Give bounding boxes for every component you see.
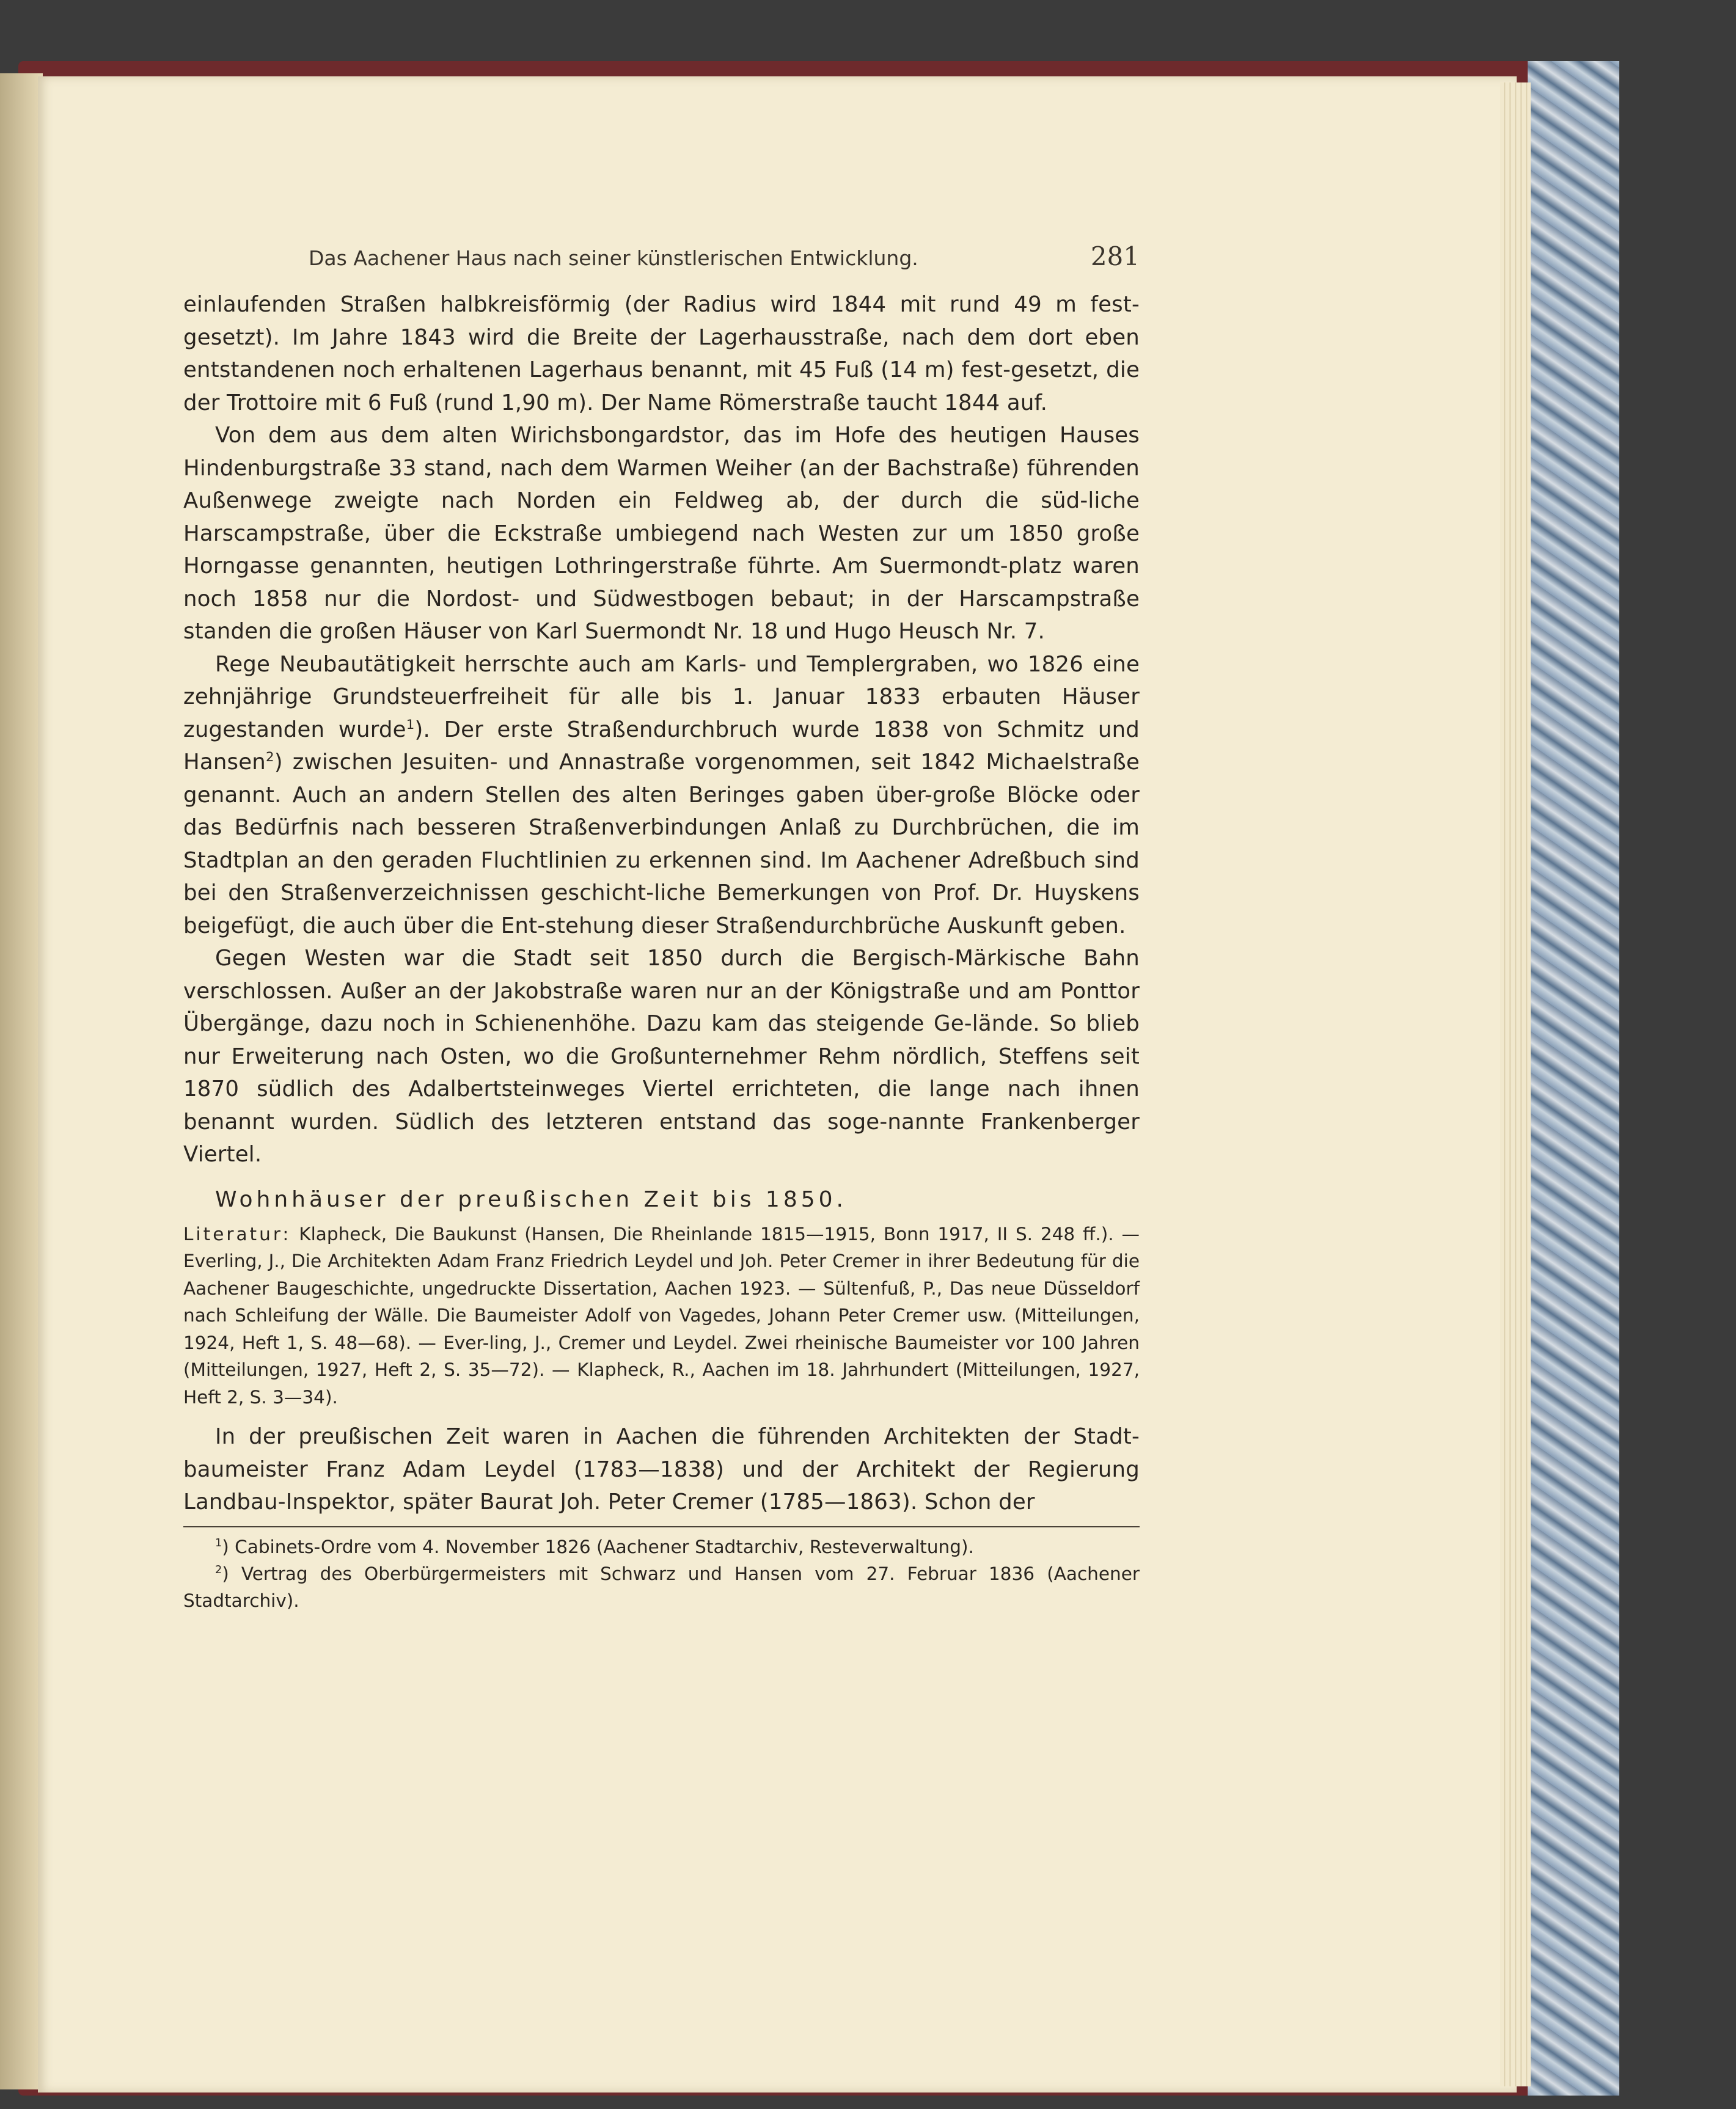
literature-block bbox=[183, 1221, 1140, 1411]
footnote-divider bbox=[183, 1526, 1140, 1527]
footnote-ref-1: 1 bbox=[406, 717, 415, 733]
running-head bbox=[183, 241, 1140, 271]
footnote-2-text: ) Vertrag des Oberbürgermeisters mit Schwarz und Hansen vom 27. Februar 1836 (Aachener Stadtarchiv). bbox=[183, 1563, 1140, 1611]
paragraph-2: Von dem aus dem alten Wirichsbongardstor, das im Hofe des heutigen Hauses Hindenburgstraße 33 stand, nach dem Warmen Weiher (an der Bachstraße) führenden Außenwege zweigte nach Norden ein Feldweg ab, der durch die süd-liche Harscampstraße, über die Eckstraße umbiegend nach Westen zur um 1850 große Horngasse genannten, heutigen Lothringerstraße führte. Am Suermondt-platz waren noch 1858 nur die Nordost- und Südwestbogen bebaut; in der Harscampstraße standen die großen Häuser von Karl Suermondt Nr. 18 und Hugo Heusch Nr. 7. bbox=[183, 423, 1140, 644]
section-heading: Wohnhäuser der preußischen Zeit bis 1850. bbox=[215, 1186, 847, 1212]
page-number: 281 bbox=[1090, 241, 1140, 271]
paragraph-3-part-b: ). Der erste Straßendurchbruch wurde 1838 von Schmitz und Hansen bbox=[183, 717, 1140, 775]
paragraph-4: Gegen Westen war die Stadt seit 1850 durch die Bergisch-Märkische Bahn verschlossen. Außer an der Jakobstraße waren nur an der Königstraße und am Ponttor Übergänge, dazu noch in Schienenhöhe. Dazu kam das steigende Ge-lände. So blieb nur Erweiterung nach Osten, wo die Großunternehmer Rehm nördlich, Steffens seit 1870 südlich des Adalbertsteinweges Viertel errichteten, die lange nach ihnen benannt wurden. Südlich des letzteren entstand das soge-nannte Frankenberger Viertel. bbox=[183, 946, 1140, 1167]
left-page-edge bbox=[0, 73, 43, 2089]
footnote-2-marker: 2 bbox=[215, 1563, 222, 1576]
footnote-2 bbox=[183, 1560, 1140, 1614]
footnote-1-text: ) Cabinets-Ordre vom 4. November 1826 (Aachener Stadtarchiv, Resteverwaltung). bbox=[222, 1536, 974, 1557]
paragraph-1: einlaufenden Straßen halbkreisförmig (der Radius wird 1844 mit rund 49 m fest-gesetzt). Im Jahre 1843 wird die Breite der Lagerhausstraße, nach dem dort eben entstandenen noch erhaltenen Lagerhaus benannt, mit 45 Fuß (14 m) fest-gesetzt, die der Trottoire mit 6 Fuß (rund 1,90 m). Der Name Römerstraße taucht 1844 auf. bbox=[183, 292, 1140, 415]
footnote-ref-2: 2 bbox=[265, 750, 274, 766]
paragraph-3-part-c: ) zwischen Jesuiten- und Annastraße vorgenommen, seit 1842 Michaelstraße genannt. Auch an andern Stellen des alten Beringes gaben über-große Blöcke oder das Bedürfnis nach besseren Straßenverbindungen Anlaß zu Durchbrüchen, die im Stadtplan an den geraden Fluchtlinien zu erkennen sind. Im Aachener Adreßbuch sind bei den Straßenverzeichnissen geschicht-liche Bemerkungen von Prof. Dr. Huyskens beigefügt, die auch über die Ent-stehung dieser Straßendurchbrüche Auskunft geben. bbox=[183, 750, 1140, 938]
literature-text: Klapheck, Die Baukunst (Hansen, Die Rheinlande 1815—1915, Bonn 1917, II S. 248 ff.). — Everling, J., Die Architekten Adam Franz Friedrich Leydel und Joh. Peter Cremer in ihrer Bedeutung für die Aachener Baugeschichte, ungedruckte Dissertation, Aachen 1923. — Sültenfuß, P., Das neue Düsseldorf nach Schleifung der Wälle. Die Baumeister Adolf von Vagedes, Johann Peter Cremer usw. (Mitteilungen, 1924, Heft 1, S. 48—68). — Ever-ling, J., Cremer und Leydel. Zwei rheinische Baumeister vor 100 Jahren (Mitteilungen, 1927, Heft 2, S. 35—72). — Klapheck, R., Aachen im 18. Jahrhundert (Mitteilungen, 1927, Heft 2, S. 3—34). bbox=[183, 1223, 1140, 1408]
literature-label: Literatur: bbox=[183, 1223, 291, 1245]
page-stack-edges bbox=[1500, 82, 1531, 2086]
page-content bbox=[183, 241, 1140, 1614]
paragraph-5: In der preußischen Zeit waren in Aachen die führenden Architekten der Stadt-baumeister Franz Adam Leydel (1783—1838) und der Architekt der Regierung Landbau-Inspektor, später Baurat Joh. Peter Cremer (1785—1863). Schon der bbox=[183, 1424, 1140, 1515]
paragraph-3 bbox=[183, 648, 1140, 943]
paragraph-3-part-a: Rege Neubautätigkeit herrschte auch am Karls- und Templergraben, wo 1826 eine zehnjährige Grundsteuerfreiheit für alle bis 1. Januar 1833 erbauten Häuser zugestanden wurde bbox=[183, 651, 1140, 742]
footnote-1 bbox=[183, 1533, 1140, 1560]
marbled-cover-edge bbox=[1528, 61, 1619, 2096]
footnote-1-marker: 1 bbox=[215, 1537, 222, 1549]
running-head-title: Das Aachener Haus nach seiner künstlerischen Entwicklung. bbox=[309, 246, 918, 270]
